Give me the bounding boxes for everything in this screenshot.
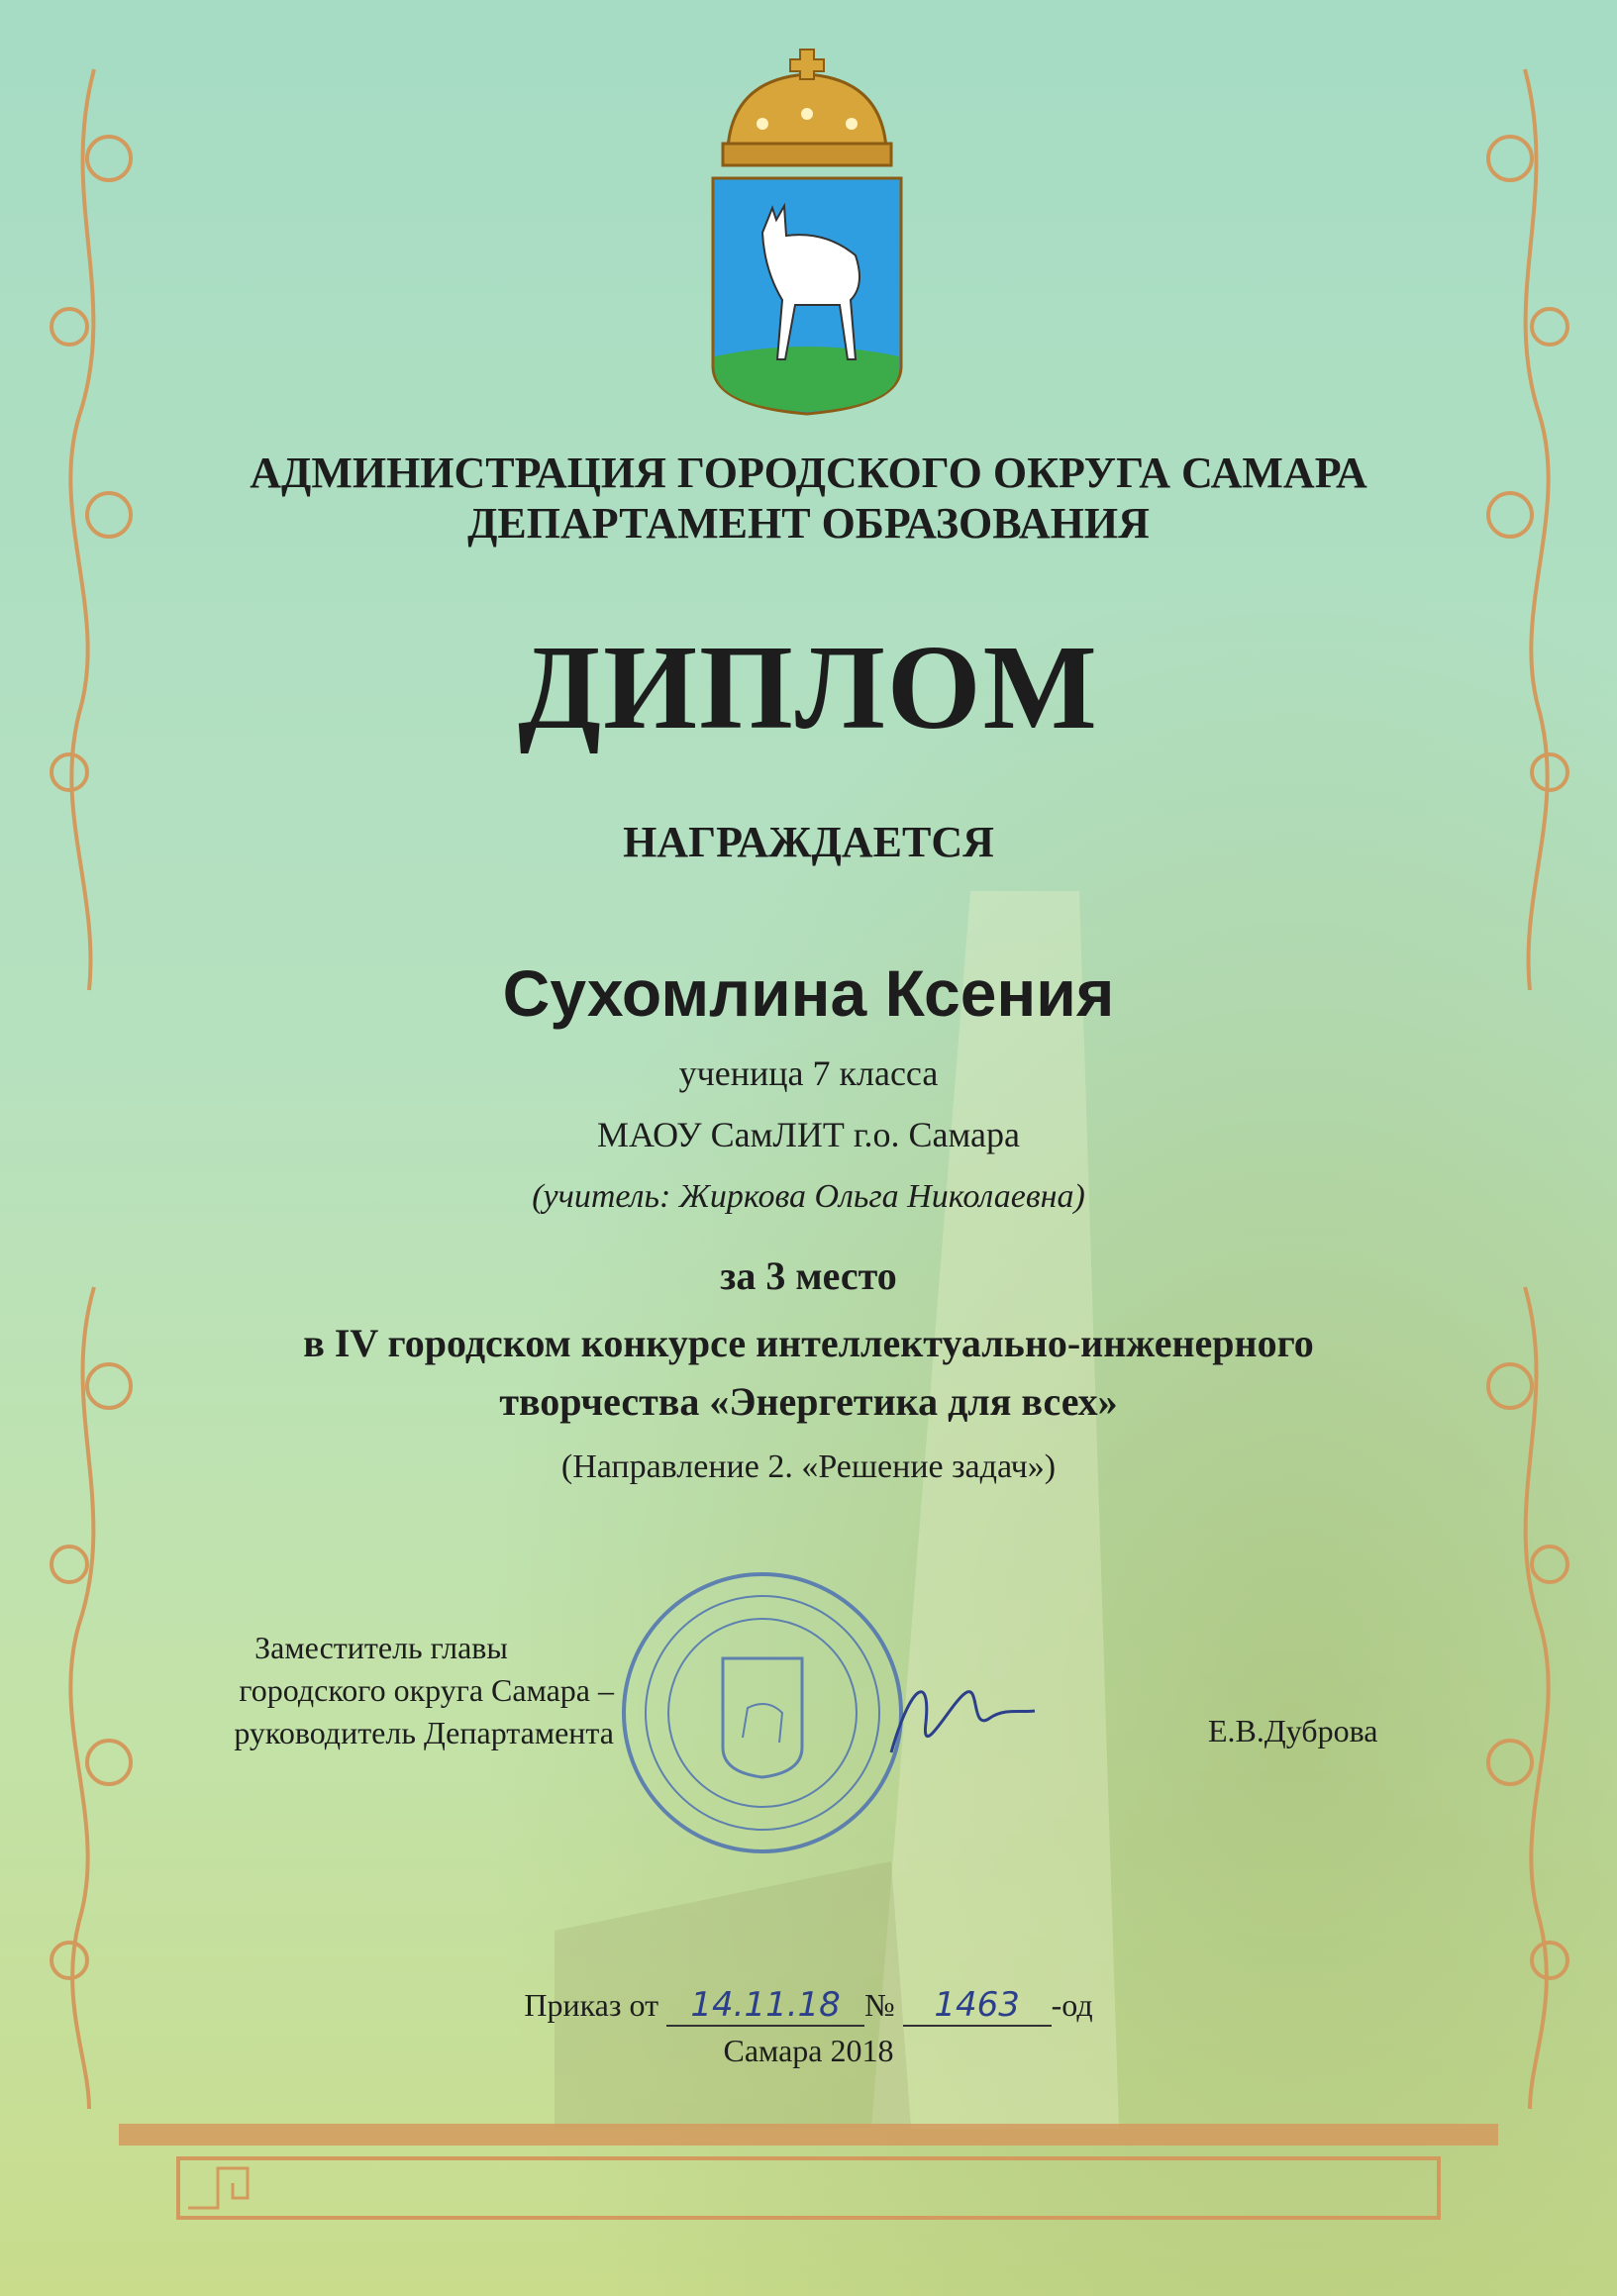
order-line [0,1985,1617,2027]
contest-line-2: творчества «Энергетика для всех» [499,1379,1118,1424]
awarded-label: НАГРАЖДАЕТСЯ [623,818,994,866]
samara-coat-of-arms-icon [693,40,921,416]
recipient-school: МАОУ СамЛИТ г.о. Самара [596,1115,1021,1154]
award-place: за 3 место [720,1253,897,1298]
contest-direction: (Направление 2. «Решение задач») [560,1448,1057,1485]
organization-line-1: АДМИНИСТРАЦИЯ ГОРОДСКОГО ОКРУГА САМАРА [250,449,1367,497]
order-suffix: -од [1051,1987,1093,2023]
signatory-title-line-1: Заместитель главы [254,1630,508,1665]
contest-line-1: в IV городском конкурсе интеллектуально-инженерного [303,1321,1314,1365]
crown-icon [723,50,891,165]
order-prefix: Приказ от [524,1987,659,2023]
organization-line-2: ДЕПАРТАМЕНТ ОБРАЗОВАНИЯ [467,499,1150,548]
signatory-title-line-2: городского округа Самара – [239,1672,614,1708]
city-year: Самара 2018 [723,2033,894,2068]
recipient-teacher: (учитель: Жиркова Ольга Николаевна) [532,1178,1085,1215]
order-number-sign: № [864,1987,895,2023]
signatory-name: Е.В.Дуброва [1208,1713,1378,1748]
official-stamp-icon [614,1564,911,1861]
shield-icon [713,178,901,414]
recipient-grade: ученица 7 класса [678,1053,939,1093]
recipient-name: Сухомлина Ксения [502,956,1115,1030]
handwritten-signature [871,1663,1040,1782]
order-number: 1463 [903,1985,1052,2027]
signatory-title-line-3: руководитель Департамента [234,1715,614,1750]
order-date: 14.11.18 [666,1985,864,2027]
diploma-title: ДИПЛОМ [518,621,1099,754]
signatory-title [149,1627,614,1754]
